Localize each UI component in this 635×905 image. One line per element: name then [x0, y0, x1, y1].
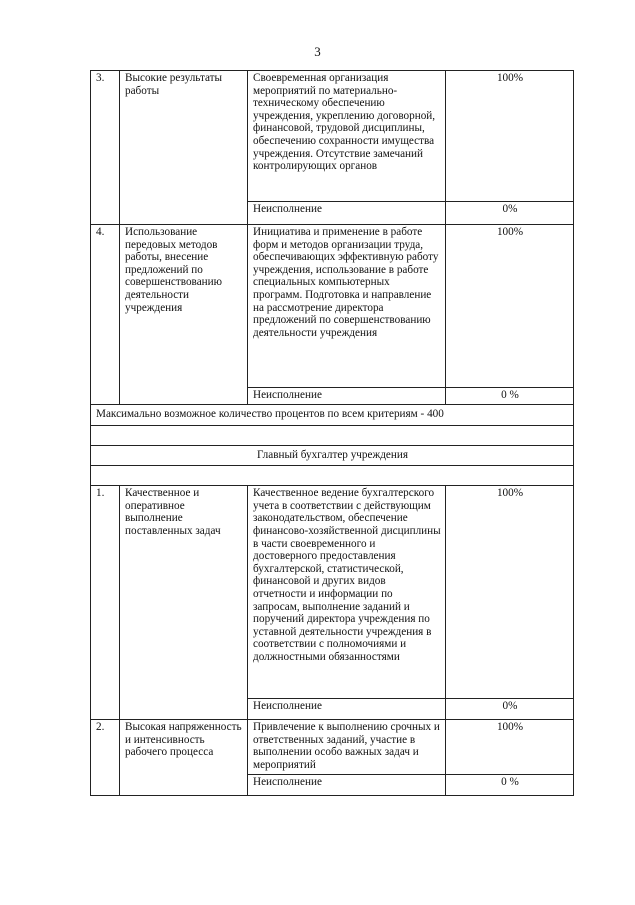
row-number: 2. [91, 720, 120, 796]
fail-label-cell: Неисполнение [248, 775, 446, 796]
table-row [91, 445, 574, 466]
description-cell: Привлечение к выполнению срочных и ответственных заданий, участие в выполнении особо важных задач и мероприятий [248, 720, 446, 775]
row-number: 1. [91, 486, 120, 720]
table-spacer [91, 425, 574, 445]
fail-percent-cell: 0 % [446, 775, 574, 796]
max-total-text: Максимально возможное количество процентов по всем критериям - 400 [91, 405, 574, 426]
table-row [91, 225, 574, 388]
description-cell: Качественное ведение бухгалтерского учета в соответствии с действующим законодательством, обеспечение финансово-хозяйственной дисциплины в части своевременного и достоверного предоставления бухгалтерской, статистической, финансовой и других видов отчетности и информации по запросам, выполнение заданий и поручений директора учреждения по уставной деятельности учреждения в соответствии с полномочиями и должностными обязанностями [248, 486, 446, 699]
criterion-cell: Качественное и оперативное выполнение поставленных задач [120, 486, 248, 720]
percent-cell: 100% [446, 71, 574, 202]
percent-cell: 100% [446, 486, 574, 699]
fail-label-cell: Неисполнение [248, 699, 446, 720]
percent-cell: 100% [446, 720, 574, 775]
table-row [91, 720, 574, 775]
percent-cell: 100% [446, 225, 574, 388]
fail-label-cell: Неисполнение [248, 202, 446, 225]
table-row [91, 71, 574, 202]
criterion-cell: Использование передовых методов работы, внесение предложений по совершенствованию деятельности учреждения [120, 225, 248, 405]
page-number: 3 [314, 44, 321, 59]
criteria-table [90, 70, 574, 796]
table-row [91, 486, 574, 699]
row-number: 4. [91, 225, 120, 405]
fail-percent-cell: 0% [446, 202, 574, 225]
criterion-cell: Высокие результаты работы [120, 71, 248, 225]
description-cell: Инициатива и применение в работе форм и методов организации труда, обеспечивающих эффективную работу учреждения, использование в работе специальных компьютерных программ. Подготовка и направление на рассмотрение директора предложений по совершенствованию деятельности учреждения [248, 225, 446, 388]
table-row [91, 405, 574, 426]
section-heading: Главный бухгалтер учреждения [91, 445, 574, 466]
table-spacer [91, 466, 574, 486]
fail-percent-cell: 0 % [446, 388, 574, 405]
fail-label-cell: Неисполнение [248, 388, 446, 405]
description-cell: Своевременная организация мероприятий по материально-техническому обеспечению учреждения, укреплению договорной, финансовой, трудовой дисциплины, обеспечению сохранности имущества учреждения. Отсутствие замечаний контролирующих органов [248, 71, 446, 202]
row-number: 3. [91, 71, 120, 225]
criterion-cell: Высокая напряженность и интенсивность рабочего процесса [120, 720, 248, 796]
fail-percent-cell: 0% [446, 699, 574, 720]
